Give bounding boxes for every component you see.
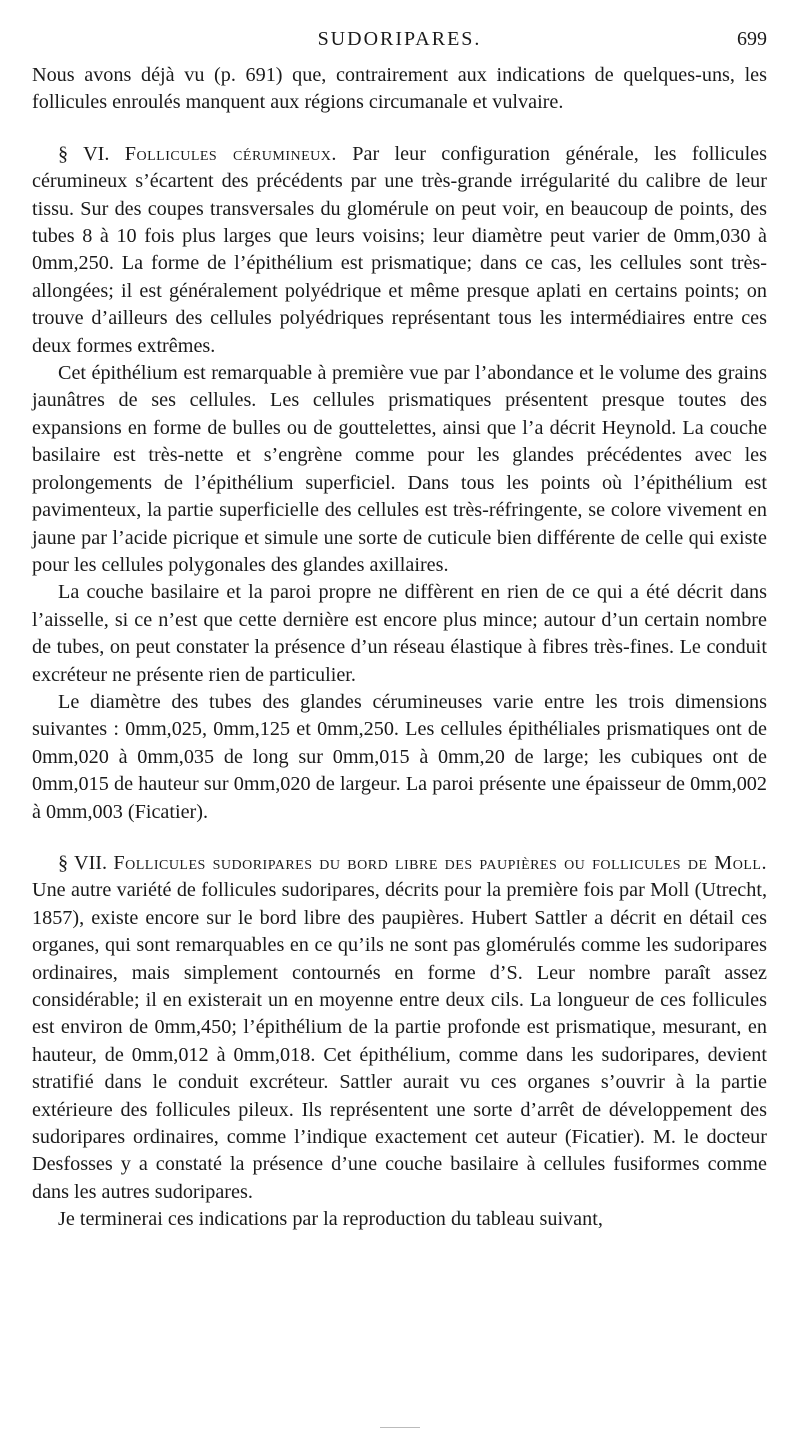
section-7-title: Follicules sudoripares du bord libre des paupières ou follicules de Moll. xyxy=(113,851,768,874)
running-title: SUDORIPARES. xyxy=(317,28,482,50)
section-6-title: Follicules cérumineux. xyxy=(124,142,337,165)
page-number: 699 xyxy=(737,28,767,50)
section-6-paragraph xyxy=(32,141,767,360)
running-head xyxy=(32,28,767,62)
paragraph-intro: Nous avons déjà vu (p. 691) que, contrairement aux indications de quelques-uns, les follicules enroulés manquent aux régions circumanale et vulvaire. xyxy=(32,64,767,114)
section-7-paragraph xyxy=(32,850,767,1206)
section-6-text: Par leur configuration générale, les follicules cérumineux s’écartent des précédents par une très-grande irrégularité du calibre de leur tissu. Sur des coupes transversales du glomérule on peut voir, en beaucoup de points, des tubes 8 à 10 fois plus larges que leurs voisins; leur diamètre peut varier de 0mm,030 à 0mm,250. La forme de l’épithélium est prismatique; dans ce cas, les cellules sont très-allongées; il est généralement polyédrique et même presque aplati en certains points; on trouve d’ailleurs des cellules polyédriques représentant tous les intermédiaires entre ces deux formes extrêmes. xyxy=(32,142,767,357)
section-gap xyxy=(32,117,767,141)
paragraph-closing: Je terminerai ces indications par la reproduction du tableau suivant, xyxy=(58,1208,603,1231)
section-6-marker: § VI. xyxy=(58,142,110,165)
section-7-marker: § VII. xyxy=(58,851,108,874)
paragraph-epithelium: Cet épithélium est remarquable à première vue par l’abondance et le volume des grains jaunâtres de ses cellules. Les cellules prismatiques présentent presque toutes des expansions en forme de bulles ou de gouttelettes, ainsi que l’a décrit Heynold. La couche basilaire est très-nette et s’engrène comme pour les glandes précédentes avec les prolongements de l’épithélium superficiel. Dans tous les points où l’épithélium est pavimenteux, la partie superficielle des cellules est très-réfringente, se colore vivement en jaune par l’acide picrique et simule une sorte de cuticule bien différente de celle qui existe pour les cellules polygonales des glandes axillaires. xyxy=(32,362,767,576)
paragraph-basal-layer: La couche basilaire et la paroi propre ne diffèrent en rien de ce qui a été décrit dans l’aisselle, si ce n’est que cette dernière est encore plus mince; autour d’un certain nombre de tubes, on peut constater la présence d’un réseau élastique à fibres très-fines. Le conduit excréteur ne présente rien de particulier. xyxy=(32,581,767,686)
page-bottom-rule xyxy=(380,1427,420,1428)
section-7-text: Une autre variété de follicules sudoripares, décrits pour la première fois par Moll (Utrecht, 1857), existe encore sur le bord libre des paupières. Hubert Sattler a décrit en détail ces organes, qui sont remarquables en ce qu’ils ne sont pas glomérulés comme les sudoripares ordinaires, mais simplement contournés en forme d’S. Leur nombre paraît assez considérable; il en existerait un en moyenne entre deux cils. La longueur de ces follicules est environ de 0mm,450; l’épithélium de la partie profonde est prismatique, mesurant, en hauteur, de 0mm,012 à 0mm,018. Cet épithélium, comme dans les sudoripares, devient stratifié dans le conduit excréteur. Sattler aurait vu ces organes s’ouvrir à la partie extérieure des follicules pileux. Ils représentent une sorte d’arrêt de développement des sudoripares ordinaires, comme l’indique exactement cet auteur (Ficatier). M. le docteur Desfosses y a constaté la présence d’une couche basilaire à cellules fusiformes comme dans les autres sudoripares. xyxy=(32,879,767,1203)
section-gap xyxy=(32,826,767,850)
paragraph-diameters: Le diamètre des tubes des glandes cérumineuses varie entre les trois dimensions suivantes : 0mm,025, 0mm,125 et 0mm,250. Les cellules épithéliales prismatiques ont de 0mm,020 à 0mm,035 de long sur 0mm,015 à 0mm,20 de large; les cubiques ont de 0mm,015 de hauteur sur 0mm,020 de largeur. La paroi présente une épaisseur de 0mm,002 à 0mm,003 (Ficatier). xyxy=(32,690,767,823)
page xyxy=(32,28,767,1234)
